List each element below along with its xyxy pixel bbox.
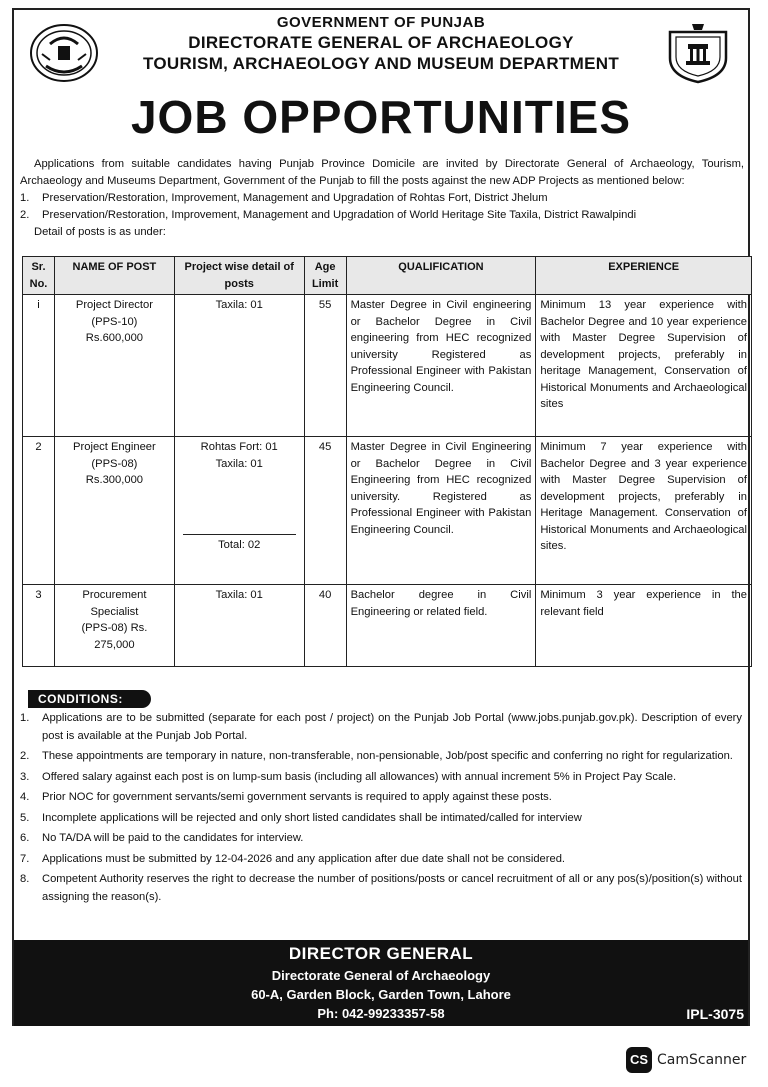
- cell-post-name: [54, 295, 174, 437]
- header-sr-no: Sr. No.: [23, 257, 55, 295]
- condition-text: These appointments are temporary in nature, non-transferable, non-pensionable, Job/post specific and conferring no right for regularization.: [42, 750, 733, 762]
- table-header-row: [23, 257, 752, 295]
- cell-post-name: [54, 437, 174, 585]
- project-text: Preservation/Restoration, Improvement, Management and Upgradation of Rohtas Fort, District Jhelum: [42, 192, 548, 204]
- cell-qualification: Bachelor degree in Civil Engineering or related field.: [346, 585, 536, 667]
- cell-age-limit: 40: [304, 585, 346, 667]
- condition-text: Prior NOC for government servants/semi government servants is required to apply against these posts.: [42, 791, 552, 803]
- footer-organization: Directorate General of Archaeology: [271, 968, 491, 983]
- condition-item: [20, 810, 742, 828]
- cell-sr-no: 3: [23, 585, 55, 667]
- condition-number: 6.: [20, 832, 30, 844]
- post-title: Project Director: [75, 299, 153, 311]
- condition-text: Offered salary against each post is on lump-sum basis (including all allowances) with annual increment 5% in Project Pay Scale.: [42, 770, 677, 783]
- post-salary: Rs.300,000: [85, 474, 144, 486]
- post-scale: (PPS-08) Rs.: [81, 622, 148, 634]
- detail-caption: Detail of posts is as under:: [34, 226, 166, 238]
- footer-contact: [14, 940, 748, 1026]
- project-item: [20, 207, 744, 224]
- project-post-count: Taxila: 01: [215, 457, 263, 470]
- condition-number: 2.: [20, 750, 30, 762]
- project-item: [20, 190, 744, 207]
- footer-title: DIRECTOR GENERAL: [288, 944, 474, 963]
- condition-item: [20, 710, 742, 745]
- conditions-list: [20, 710, 742, 909]
- cell-qualification: Master Degree in Civil engineering or Bachelor Degree in Civil engineering from HEC recognized university Registered as Professional Engineer with Pakistan Engineering Council.: [346, 295, 536, 437]
- condition-item: [20, 769, 742, 787]
- condition-text: Incomplete applications will be rejected and only short listed candidates shall be intimated/called for interview: [42, 811, 582, 824]
- condition-item: [20, 851, 742, 869]
- project-post-count: Taxila: 01: [215, 589, 263, 601]
- project-text: Preservation/Restoration, Improvement, Management and Upgradation of World Heritage Site Taxila, District Rawalpindi: [42, 209, 637, 221]
- camscanner-icon: CS: [626, 1047, 652, 1073]
- project-number: 2.: [20, 209, 30, 221]
- project-number: 1.: [20, 192, 30, 204]
- condition-item: [20, 748, 742, 766]
- cell-project-detail: [174, 295, 304, 437]
- header-qualification: QUALIFICATION: [346, 257, 536, 295]
- condition-number: 3.: [20, 770, 30, 783]
- footer-phone: Ph: 042-99233357-58: [317, 1006, 445, 1021]
- post-salary: 275,000: [94, 638, 135, 651]
- cell-project-detail: [174, 585, 304, 667]
- cell-project-detail: [174, 437, 304, 585]
- cell-qualification: Master Degree in Civil Engineering or Bachelor Degree in Civil Engineering from HEC recognized university. Registered as Professional Engineer with Pakistan Engineering Council.: [346, 437, 536, 585]
- cell-experience: Minimum 7 year experience with Bachelor Degree and 3 year experience with Master Degree Supervision of development projects, preferably in Heritage Management. Conservation of Historical Monuments and Archaeological sites.: [536, 437, 752, 585]
- archaeology-department-logo: [662, 22, 734, 84]
- condition-text: Competent Authority reserves the right to decrease the number of positions/posts or cancel recruitment of all or any pos(s)/position(s) without assigning the reason(s).: [42, 873, 742, 903]
- post-scale: (PPS-08): [91, 457, 138, 470]
- condition-item: [20, 871, 742, 906]
- condition-text: No TA/DA will be paid to the candidates for interview.: [42, 832, 304, 844]
- project-post-count: Rohtas Fort: 01: [200, 441, 278, 453]
- table-row: [23, 437, 752, 585]
- cell-post-name: [54, 585, 174, 667]
- header-age-limit: Age Limit: [304, 257, 346, 295]
- footer-address: 60-A, Garden Block, Garden Town, Lahore: [251, 987, 511, 1002]
- post-salary: Rs.600,000: [85, 332, 144, 344]
- ad-header: [14, 10, 748, 92]
- condition-text: Applications are to be submitted (separate for each post / project) on the Punjab Job Portal (www.jobs.punjab.gov.pk). Description of every post is available at the Punjab Job Portal.: [42, 712, 742, 742]
- post-title: Procurement Specialist: [82, 589, 147, 618]
- cell-sr-no: i: [23, 295, 55, 437]
- conditions-label: CONDITIONS:: [28, 690, 151, 708]
- camscanner-watermark: [626, 1047, 746, 1073]
- condition-number: 8.: [20, 873, 30, 885]
- intro-section: [20, 156, 744, 241]
- job-advertisement: [12, 8, 750, 1026]
- post-scale: (PPS-10): [91, 315, 138, 328]
- table-row: [23, 295, 752, 437]
- condition-number: 7.: [20, 852, 30, 865]
- posts-table: [22, 256, 752, 667]
- header-name-of-post: NAME OF POST: [54, 257, 174, 295]
- condition-number: 5.: [20, 811, 30, 824]
- project-post-count: Taxila: 01: [215, 299, 263, 311]
- intro-paragraph: Applications from suitable candidates having Punjab Province Domicile are invited by Directorate General of Archaeology, Tourism, Archaeology and Museums Department, Government of the Punjab to fill the posts against the new ADP Projects as mentioned below:: [20, 158, 744, 187]
- condition-number: 1.: [20, 712, 30, 724]
- cell-age-limit: 45: [304, 437, 346, 585]
- header-government: GOVERNMENT OF PUNJAB: [276, 14, 486, 31]
- camscanner-text: CamScanner: [657, 1052, 747, 1068]
- footer-reference: IPL-3075: [686, 1006, 744, 1022]
- cell-experience: Minimum 3 year experience in the relevant field: [536, 585, 752, 667]
- condition-text: Applications must be submitted by 12-04-2026 and any application after due date shall not be considered.: [42, 852, 566, 865]
- post-title: Project Engineer: [73, 441, 156, 453]
- header-directorate: DIRECTORATE GENERAL OF ARCHAEOLOGY: [188, 33, 574, 52]
- header-project-detail: Project wise detail of posts: [174, 257, 304, 295]
- table-row: [23, 585, 752, 667]
- page-title: JOB OPPORTUNITIES: [130, 91, 632, 143]
- cell-sr-no: 2: [23, 437, 55, 585]
- condition-item: [20, 789, 742, 807]
- project-total: Total: 02: [183, 534, 296, 554]
- header-experience: EXPERIENCE: [536, 257, 752, 295]
- cell-experience: Minimum 13 year experience with Bachelor Degree and 10 year experience with Master Degree Supervision of development projects, preferably in heritage Management, Conservation of Historical Monuments and Archaeological sites: [536, 295, 752, 437]
- cell-age-limit: 55: [304, 295, 346, 437]
- header-department: TOURISM, ARCHAEOLOGY AND MUSEUM DEPARTMENT: [142, 54, 619, 73]
- condition-item: [20, 830, 742, 848]
- condition-number: 4.: [20, 791, 30, 803]
